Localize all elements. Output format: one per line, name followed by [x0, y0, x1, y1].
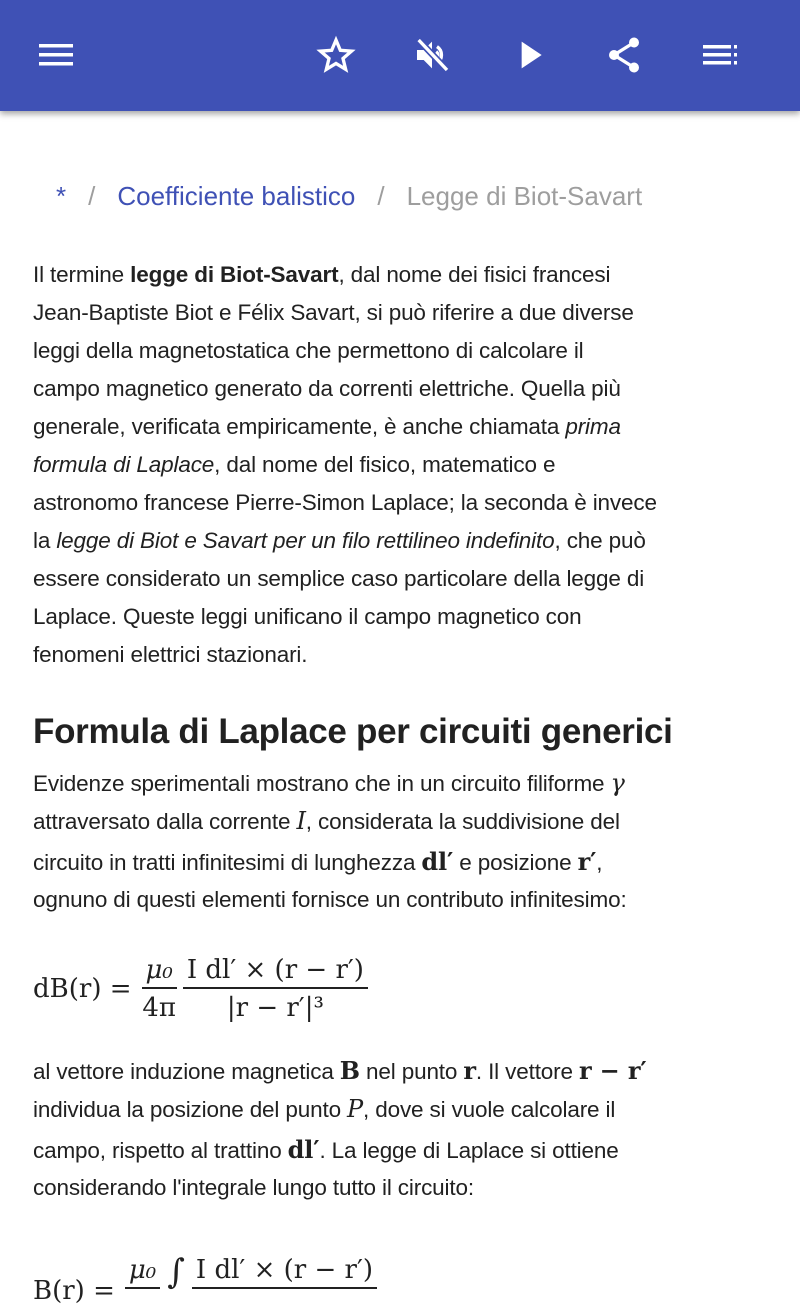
- text-segment: circuito in tratti infinitesimi di lunghezza: [33, 850, 422, 875]
- breadcrumb-parent[interactable]: Coefficiente balistico: [117, 181, 356, 211]
- intro-paragraph: [33, 256, 657, 674]
- text-segment: ,: [596, 850, 603, 875]
- formula-fraction: [192, 1255, 377, 1289]
- text-segment: prima: [565, 414, 621, 439]
- text-segment: campo magnetico generato da correnti elettriche. Quella più: [33, 376, 621, 401]
- math-inline: γ: [610, 769, 625, 797]
- volume-off-icon[interactable]: [410, 33, 454, 77]
- text-line: [33, 881, 627, 919]
- math-inline: r′: [577, 847, 597, 876]
- text-line: [33, 1052, 647, 1090]
- text-segment: campo, rispetto al trattino: [33, 1138, 288, 1163]
- text-segment: . La legge di Laplace si ottiene: [319, 1138, 619, 1163]
- text-line: [33, 256, 657, 294]
- play-icon[interactable]: [508, 33, 552, 77]
- text-segment: e posizione: [453, 850, 578, 875]
- text-segment: Evidenze sperimentali mostrano che in un circuito filiforme: [33, 771, 611, 796]
- text-segment: essere considerato un semplice caso particolare della legge di: [33, 566, 645, 591]
- breadcrumb-separator: /: [377, 181, 385, 211]
- formula-coefficient: [125, 1255, 160, 1289]
- app-bar: [0, 0, 800, 111]
- star-icon[interactable]: [314, 33, 358, 77]
- text-line: [33, 1128, 647, 1169]
- text-line: [33, 840, 627, 881]
- text-line: [33, 294, 657, 332]
- text-segment: Laplace. Queste leggi unificano il campo magnetico con: [33, 604, 582, 629]
- text-segment: , considerata la suddivisione del: [305, 809, 620, 834]
- text-line: [33, 636, 657, 674]
- breadcrumb-separator: /: [88, 181, 96, 211]
- coefficient-denominator: 4π: [142, 993, 176, 1023]
- text-segment: , dal nome del fisico, matematico e: [214, 452, 556, 477]
- integral-sign: ∫: [167, 1252, 185, 1292]
- section-paragraph-2: [33, 1052, 647, 1207]
- coefficient-numerator: μ₀: [142, 955, 177, 989]
- share-icon[interactable]: [602, 33, 646, 77]
- text-line: [33, 598, 657, 636]
- text-line: [33, 1169, 647, 1207]
- text-segment: leggi della magnetostatica che permettono di calcolare il: [33, 338, 584, 363]
- breadcrumb-home[interactable]: *: [56, 181, 67, 211]
- math-inline: P: [347, 1095, 364, 1123]
- text-segment: attraversato dalla corrente: [33, 809, 297, 834]
- math-inline: I: [296, 807, 306, 835]
- text-segment: ognuno di questi elementi fornisce un contributo infinitesimo:: [33, 887, 627, 912]
- menu-icon[interactable]: [34, 33, 78, 77]
- formula-fraction: [183, 955, 368, 1023]
- math-inline: dl′: [287, 1135, 320, 1164]
- text-line: [33, 802, 627, 840]
- text-segment: . Il vettore: [475, 1059, 579, 1084]
- text-line: [33, 560, 657, 598]
- text-line: [33, 408, 657, 446]
- text-line: [33, 1090, 647, 1128]
- section-heading: Formula di Laplace per circuiti generici: [33, 712, 673, 751]
- fraction-numerator: I dl′ × (r − r′): [192, 1255, 377, 1289]
- formula-biot-savart-differential: [33, 955, 371, 1023]
- math-inline: B: [339, 1056, 360, 1085]
- text-line: [33, 370, 657, 408]
- text-segment: astronomo francese Pierre-Simon Laplace; la seconda è invece: [33, 490, 657, 515]
- text-segment: nel punto: [359, 1059, 464, 1084]
- breadcrumb-current: Legge di Biot-Savart: [406, 181, 643, 211]
- text-segment: , che può: [554, 528, 646, 553]
- formula-lhs: dB(r) =: [33, 974, 132, 1004]
- text-segment: Jean-Baptiste Biot e Félix Savart, si può riferire a due diverse: [33, 300, 634, 325]
- math-inline: r: [463, 1056, 476, 1085]
- text-segment: al vettore induzione magnetica: [33, 1059, 340, 1084]
- text-line: [33, 332, 657, 370]
- playlist-icon[interactable]: [698, 33, 742, 77]
- text-segment: Il termine: [33, 262, 131, 287]
- fraction-numerator: I dl′ × (r − r′): [183, 955, 368, 989]
- formula-lhs: B(r) =: [33, 1276, 115, 1306]
- text-line: [33, 764, 627, 802]
- text-segment: , dove si vuole calcolare il: [363, 1097, 616, 1122]
- text-segment: legge di Biot-Savart: [130, 262, 339, 287]
- math-inline: dl′: [421, 847, 454, 876]
- fraction-denominator: |r − r′|³: [226, 993, 324, 1023]
- formula-biot-savart-integral: [33, 1238, 380, 1306]
- text-segment: generale, verificata empiricamente, è anche chiamata: [33, 414, 566, 439]
- text-segment: individua la posizione del punto: [33, 1097, 348, 1122]
- text-line: [33, 484, 657, 522]
- math-inline: r − r′: [578, 1056, 647, 1085]
- text-segment: legge di Biot e Savart per un filo rettilineo indefinito: [56, 528, 555, 553]
- text-line: [33, 446, 657, 484]
- section-paragraph-1: [33, 764, 627, 919]
- text-segment: formula di Laplace: [33, 452, 215, 477]
- coefficient-numerator: μ₀: [125, 1255, 160, 1289]
- text-segment: , dal nome dei fisici francesi: [338, 262, 611, 287]
- formula-coefficient: [142, 955, 177, 1023]
- text-segment: fenomeni elettrici stazionari.: [33, 642, 308, 667]
- text-segment: considerando l'integrale lungo tutto il circuito:: [33, 1175, 474, 1200]
- text-segment: la: [33, 528, 57, 553]
- breadcrumb: [56, 181, 642, 212]
- text-line: [33, 522, 657, 560]
